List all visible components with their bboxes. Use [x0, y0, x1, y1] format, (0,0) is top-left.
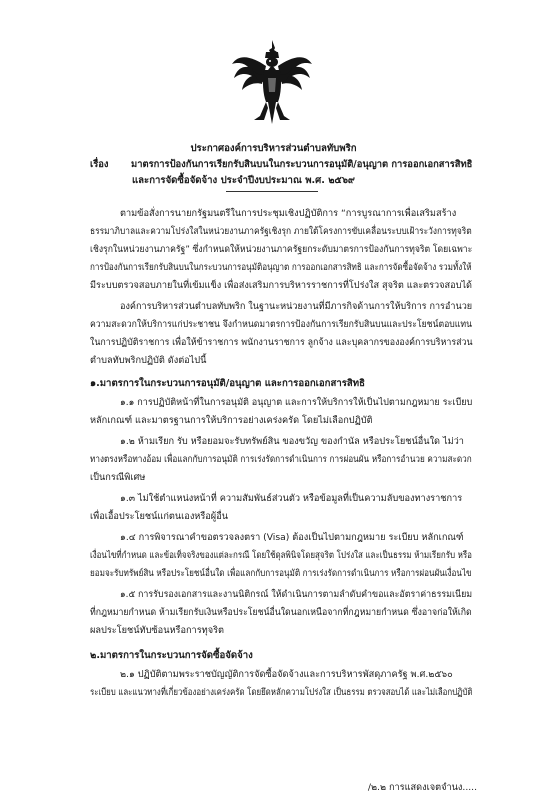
- garuda-emblem-icon: [230, 38, 314, 128]
- section-2-heading: ๒.มาตรการในกระบวนการจัดซื้อจัดจ้าง: [90, 650, 253, 661]
- section-1-item-line: เป็นกรณีพิเศษ: [90, 472, 146, 483]
- section-1-item-line: ทางตรงหรือทางอ้อม เพื่อแลกกับการอนุมัติ การเร่งรัดการดำเนินการ การผ่อนผัน หรือการอำนวย ความสะดวก: [90, 454, 472, 465]
- section-1-heading: ๑.มาตรการในกระบวนการอนุมัติ/อนุญาต และการออกเอกสารสิทธิ: [90, 378, 365, 389]
- section-1-item-line: ผลประโยชน์ทับซ้อนหรือการทุจริต: [90, 625, 224, 636]
- section-2-item-line: ๒.๑ ปฏิบัติตามพระราชบัญญัติการจัดซื้อจัดจ้างและการบริหารพัสดุภาครัฐ พ.ศ.๒๕๖๐: [120, 669, 453, 680]
- subject-line-1: [90, 157, 472, 172]
- intro-p2-line: ตำบลทับพริกปฏิบัติ ดังต่อไปนี้: [90, 355, 207, 366]
- intro-p2-line: ในการปฏิบัติราชการ เพื่อให้ข้าราชการ พนักงานราชการ ลูกจ้าง และบุคลากรขององค์การบริหารส่วน: [90, 337, 473, 348]
- section-1-item-line: ๑.๓ ไม่ใช้ตำแหน่งหน้าที่ ความสัมพันธ์ส่วนตัว หรือข้อมูลที่เป็นความลับของทางราชการ: [120, 493, 463, 504]
- intro-p1-line: การป้องกันการเรียกรับสินบนในกระบวนการอนุมัติอนุญาต การออกเอกสารสิทธิ และการจัดซื้อจัดจ้าง รวมทั้งให้: [90, 262, 472, 273]
- document-title: ประกาศองค์การบริหารส่วนตำบลทับพริก: [190, 143, 357, 154]
- intro-p1-line: มีระบบตรวจสอบภายในที่เข้มแข็ง เพื่อส่งเสริมการบริหารราชการที่โปร่งใส สุจริต และตรวจสอบได้: [90, 280, 473, 291]
- header-divider: [226, 191, 318, 192]
- section-1-item-line: ๑.๔ การพิจารณาคำขอตรวจลงตรา (Visa) ต้องเป็นไปตามกฎหมาย ระเบียบ หลักเกณฑ์: [120, 532, 464, 543]
- intro-p2-line: องค์การบริหารส่วนตำบลทับพริก ในฐานะหน่วยงานที่มีภารกิจด้านการให้บริการ การอำนวย: [120, 301, 473, 312]
- section-1-item-line: ยอมจะรับทรัพย์สิน หรือประโยชน์อื่นใด เพื่อแลกกับการอนุมัติ การเร่งรัดการดำเนินการ หรือการผ่อนผันเงื่อนไข: [90, 568, 472, 579]
- section-1-item-line: เงื่อนไขที่กำหนด และข้อเท็จจริงของแต่ละกรณี โดยใช้ดุลพินิจโดยสุจริต โปร่งใส และเป็นธรรม ห้ามเรียกรับ หรือ: [90, 550, 472, 561]
- section-2-item-line: ระเบียบ และแนวทางที่เกี่ยวข้องอย่างเคร่งครัด โดยยึดหลักความโปร่งใส เป็นธรรม ตรวจสอบได้ และไม่เลือกปฏิบัติ: [90, 687, 473, 698]
- section-1-item-line: ๑.๕ การรับรองเอกสารและงานนิติกรณ์ ให้ดำเนินการตามลำดับคำขอและอัตราค่าธรรมเนียม: [120, 589, 473, 600]
- section-1-item-line: ๑.๑ การปฏิบัติหน้าที่ในการอนุมัติ อนุญาต และการให้บริการให้เป็นไปตามกฎหมาย ระเบียบ: [120, 397, 473, 408]
- section-1-item-line: เพื่อเอื้อประโยชน์แก่ตนเองหรือผู้อื่น: [90, 511, 228, 522]
- subject-line-2: และการจัดซื้อจัดจ้าง ประจำปีงบประมาณ พ.ศ. ๒๕๖๙: [132, 175, 355, 186]
- section-1-item-line: ๑.๒ ห้ามเรียก รับ หรือยอมจะรับทรัพย์สิน ของขวัญ ของกำนัล หรือประโยชน์อื่นใด ไม่ว่า: [120, 436, 464, 447]
- subject-text-1: มาตรการป้องกันการเรียกรับสินบนในกระบวนการอนุมัติ/อนุญาต การออกเอกสารสิทธิ: [131, 159, 473, 170]
- intro-p2-line: ความสะดวกให้บริการแก่ประชาชน จึงกำหนดมาตรการป้องกันการเรียกรับสินบนและประโยชน์ตอบแทน: [90, 319, 473, 330]
- continued-marker: /๒.๒ การแสดงเจตจำนง.....: [367, 782, 477, 793]
- intro-p1-line: ตามข้อสั่งการนายกรัฐมนตรีในการประชุมเชิงปฏิบัติการ “การบูรณาการเพื่อเสริมสร้าง: [120, 208, 457, 219]
- section-1-item-line: หลักเกณฑ์ และมาตรฐานการให้บริการอย่างเคร่งครัด โดยไม่เลือกปฏิบัติ: [90, 415, 373, 426]
- subject-label: เรื่อง: [90, 159, 109, 170]
- section-1-item-line: ที่กฎหมายกำหนด ห้ามเรียกรับเงินหรือประโยชน์อื่นใดนอกเหนือจากที่กฎหมายกำหนด ซึ่งอาจก่อให้เกิด: [90, 607, 472, 618]
- intro-p1-line: เชิงรุกในหน่วยงานภาครัฐ” ซึ่งกำหนดให้หน่วยงานภาครัฐยกระดับมาตรการป้องกันการทุจริต โดยเฉพาะ: [90, 244, 473, 255]
- intro-p1-line: ธรรมาภิบาลและความโปร่งใสในหน่วยงานภาครัฐเชิงรุก ภายใต้โครงการขับเคลื่อนระบบเฝ้าระวังการทุจริต: [90, 226, 472, 237]
